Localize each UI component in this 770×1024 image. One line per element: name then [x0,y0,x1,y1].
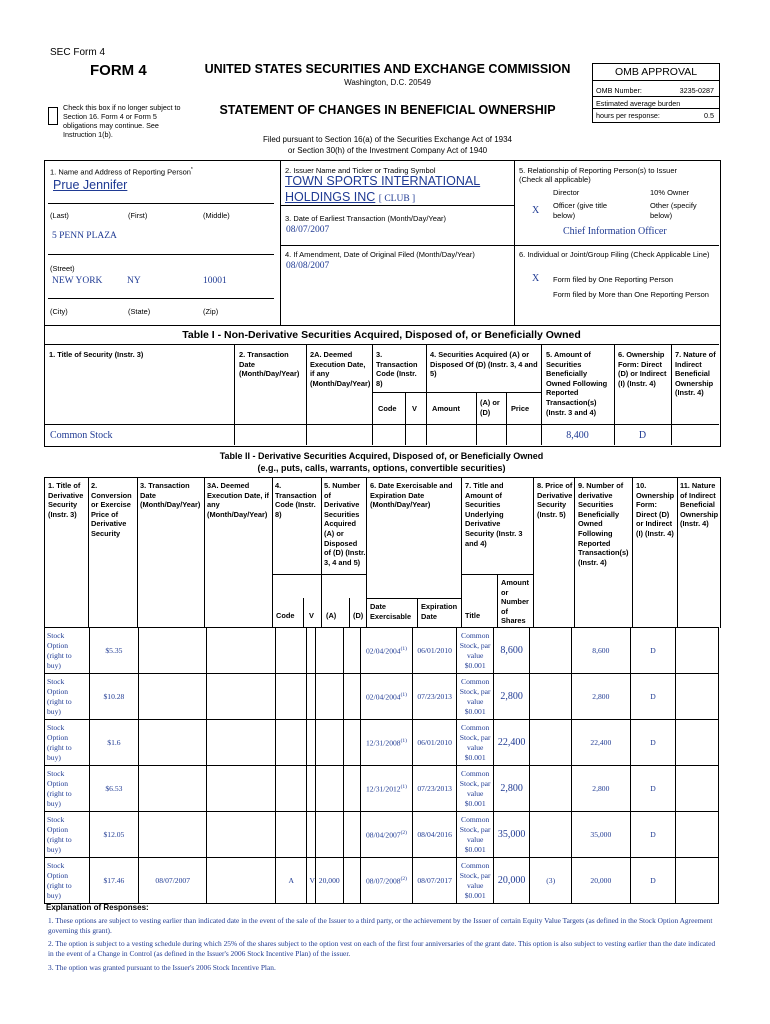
t1-h-title: 1. Title of Security (Instr. 3) [49,350,144,359]
omb-number-label: OMB Number: [596,86,642,95]
t1-h-ownership: 6. Ownership Form: Direct (D) or Indirect (I) (Instr. 4) [618,350,667,388]
derivative-title: Stock Option (right to buy) [45,674,90,720]
expiration-date: 08/04/2016 [412,812,457,858]
relationship-sub: (Check all applicable) [519,175,591,184]
earliest-transaction-date: 08/07/2007 [286,225,330,235]
t2-h-date: 3. Transaction Date (Month/Day/Year) [140,481,201,510]
footnote-ref: (1) [400,738,408,745]
omb-hours-value: 0.5 [704,111,714,120]
transaction-date [139,720,207,766]
underlying-amount: 8,600 [493,628,529,674]
ownership-form: D [630,628,676,674]
officer-title: Chief Information Officer [563,226,667,237]
omb-burden-label: Estimated average burden [596,99,681,108]
amendment-label: 4. If Amendment, Date of Original Filed (Month/Day/Year) [285,250,475,259]
t2-h-number: 5. Number of Derivative Securities Acquired (A) or Disposed of (D) (Instr. 3, 4 and 5) [324,481,366,567]
transaction-date [139,766,207,812]
transaction-code [276,628,307,674]
acquired [315,628,343,674]
owned-following: 2,800 [571,674,630,720]
nature-of-ownership [676,766,719,812]
issuer-name-line1[interactable]: TOWN SPORTS INTERNATIONAL [285,174,481,188]
date-exercisable: 08/07/2008$^{(2)}$ [361,858,413,904]
zip-label: (Zip) [203,307,219,316]
date-exercisable: 02/04/2004$^{(1)}$ [361,674,413,720]
date-exercisable: 02/04/2004$^{(1)}$ [361,628,413,674]
amendment-date: 08/08/2007 [286,261,330,271]
date-exercisable: 12/31/2008$^{(1)}$ [361,720,413,766]
footnote-3: 3. The option was granted pursuant to the Issuer's 2006 Stock Incentive Plan. [48,963,276,972]
footnote-ref: (1) [400,692,408,699]
earliest-transaction-label: 3. Date of Earliest Transaction (Month/Day/Year) [285,214,447,223]
v-flag: V [307,858,315,904]
t1-sub-code: Code [378,404,397,413]
expiration-date: 06/01/2010 [412,628,457,674]
footnote-1: 1. These options are subject to vesting earlier than indicated date in the event of the sale of the Issuer to a third party, or the achievement by the Issuer of certain Equity Value Targets (as defined in the Stock Option Agreement governing this grant). [48,916,713,936]
t2-sub-date-exercisable: Date Exercisable [370,602,412,621]
disposed [343,674,360,720]
footnote-2: 2. The option is subject to a vesting schedule during which 25% of the shares subject to the option vest on each of the first four anniversaries of the grant date. This option is also subject to vesting earlier than the date indicated in the event of a Change in Control (as defined in the Issuer's 2006 Stock Incentive Plan) of the issuer. [48,939,716,959]
disposed [343,812,360,858]
underlying-amount: 35,000 [493,812,529,858]
issuer-ticker: [ CLUB ] [378,194,416,204]
table2-rows [44,627,719,904]
derivative-title: Stock Option (right to buy) [45,628,90,674]
v-flag [307,628,315,674]
omb-number-value: 3235-0287 [679,86,714,95]
t2-h-exercisable: 6. Date Exercisable and Expiration Date (Month/Day/Year) [370,481,453,510]
transaction-code [276,720,307,766]
t2-h-underlying: 7. Title and Amount of Securities Underlying Derivative Security (Instr. 3 and 4) [465,481,523,548]
table-row [45,858,719,904]
derivative-price [530,628,572,674]
underlying-title: Common Stock, par value $0.001 [457,674,493,720]
v-flag [307,720,315,766]
t2-h-code: 4. Transaction Code (Instr. 8) [275,481,317,519]
t1-sub-v: V [412,404,417,413]
t2-h-title: 1. Title of Derivative Security (Instr. 3) [48,481,84,519]
underlying-amount: 2,800 [493,674,529,720]
table-row [45,674,719,720]
ownership-form: D [630,674,676,720]
expiration-date: 07/23/2013 [412,674,457,720]
deemed-date [207,812,276,858]
acquired [315,766,343,812]
street-label: (Street) [50,264,75,273]
ownership-form: D [630,812,676,858]
explanation-title: Explanation of Responses: [46,903,149,912]
commission-title: UNITED STATES SECURITIES AND EXCHANGE COMMISSION [204,62,571,76]
t1-sub-amount: Amount [432,404,460,413]
t1-row-form: D [638,430,647,441]
transaction-code: A [276,858,307,904]
disposed [343,720,360,766]
owned-following: 20,000 [571,858,630,904]
city-value: NEW YORK [52,276,103,286]
derivative-title: Stock Option (right to buy) [45,858,90,904]
other-label: Other (specify below) [650,201,697,220]
conversion-price: $5.35 [89,628,139,674]
statement-title: STATEMENT OF CHANGES IN BENEFICIAL OWNERSHIP [219,103,556,117]
t1-sub-ad: (A) or (D) [480,398,500,417]
conversion-price: $12.05 [89,812,139,858]
derivative-price [530,766,572,812]
t2-sub-code: Code [276,611,295,620]
form-title: FORM 4 [90,62,147,79]
t2-sub-title: Title [465,611,481,620]
t2-h-nature: 11. Nature of Indirect Beneficial Ownership (Instr. 4) [680,481,719,529]
transaction-code [276,674,307,720]
last-label: (Last) [50,211,69,220]
derivative-price [530,674,572,720]
owned-following: 35,000 [571,812,630,858]
disposed [343,628,360,674]
no-longer-subject-checkbox[interactable] [48,107,58,125]
issuer-name-line2[interactable]: HOLDINGS INC [285,190,376,204]
issuer-label: 2. Issuer Name and Ticker or Trading Symbol [285,166,436,175]
filing-checkmark[interactable]: X [532,273,540,284]
derivative-title: Stock Option (right to buy) [45,766,90,812]
t2-h-conversion: 2. Conversion or Exercise Price of Derivative Security [91,481,132,538]
transaction-code [276,812,307,858]
officer-checkmark[interactable]: X [532,205,540,216]
underlying-amount: 20,000 [493,858,529,904]
t1-h-date: 2. Transaction Date (Month/Day/Year) [239,350,300,379]
acquired: 20,000 [315,858,343,904]
t2-sub-expiration: Expiration Date [421,602,458,621]
expiration-date: 06/01/2010 [412,720,457,766]
table-row [45,628,719,674]
filed-pursuant-line1: Filed pursuant to Section 16(a) of the Securities Exchange Act of 1934 [262,135,513,144]
director-label: Director [553,188,580,197]
middle-label: (Middle) [203,211,230,220]
v-flag [307,812,315,858]
city-label: (City) [50,307,68,316]
reporting-person-label: 1. Name and Address of Reporting Person* [50,167,193,177]
t1-h-amount-owned: 5. Amount of Securities Beneficially Owned Following Reported Transaction(s) (Instr. 3 and 4) [546,350,608,417]
reporting-person-name[interactable]: Prue Jennifer [53,178,128,192]
t2-h-ownership: 10. Ownership Form: Direct (D) or Indirect (I) (Instr. 4) [636,481,675,538]
owned-following: 2,800 [571,766,630,812]
nature-of-ownership [676,812,719,858]
transaction-date [139,628,207,674]
underlying-amount: 22,400 [493,720,529,766]
underlying-title: Common Stock, par value $0.001 [457,812,493,858]
deemed-date [207,674,276,720]
filing-more-persons: Form filed by More than One Reporting Person [553,290,709,299]
deemed-date [207,766,276,812]
table-row [45,720,719,766]
zip-value: 10001 [203,276,227,286]
date-exercisable: 08/04/2007$^{(2)}$ [361,812,413,858]
acquired [315,812,343,858]
conversion-price: $10.28 [89,674,139,720]
table2-title2: (e.g., puts, calls, warrants, options, convertible securities) [257,463,506,473]
t1-h-deemed: 2A. Deemed Execution Date, if any (Month/Day/Year) [310,350,371,388]
disposed [343,766,360,812]
t2-sub-a: (A) [326,611,337,620]
table-row [45,766,719,812]
derivative-price [530,720,572,766]
relationship-label: 5. Relationship of Reporting Person(s) to Issuer [519,166,677,175]
t1-row-amount: 8,400 [566,430,589,441]
footnote-ref: (1) [400,646,408,653]
first-label: (First) [128,211,148,220]
filed-pursuant-line2: or Section 30(h) of the Investment Company Act of 1940 [287,146,488,155]
derivative-price: (3) [530,858,572,904]
disposed [343,858,360,904]
underlying-title: Common Stock, par value $0.001 [457,766,493,812]
expiration-date: 08/07/2017 [412,858,457,904]
checkbox-instructions: Check this box if no longer subject to Section 16. Form 4 or Form 5 obligations may continue. See Instruction 1(b). [63,103,181,139]
derivative-title: Stock Option (right to buy) [45,812,90,858]
commission-location: Washington, D.C. 20549 [344,78,431,87]
deemed-date [207,628,276,674]
omb-title: OMB APPROVAL [593,64,719,81]
table1-title: Table I - Non-Derivative Securities Acquired, Disposed of, or Beneficially Owned [182,329,581,341]
table2-title1: Table II - Derivative Securities Acquired, Disposed of, or Beneficially Owned [219,451,544,461]
t1-h-securities: 4. Securities Acquired (A) or Disposed Of (D) (Instr. 3, 4 and 5) [430,350,538,379]
t2-h-deemed: 3A. Deemed Execution Date, if any (Month/Day/Year) [207,481,270,519]
omb-hours-label: hours per response: [596,111,660,120]
t1-row-title: Common Stock [50,430,113,441]
conversion-price: $17.46 [89,858,139,904]
ownership-form: D [630,720,676,766]
underlying-title: Common Stock, par value $0.001 [457,858,493,904]
underlying-title: Common Stock, par value $0.001 [457,628,493,674]
conversion-price: $6.53 [89,766,139,812]
sec-form-label: SEC Form 4 [50,47,106,58]
t2-sub-d: (D) [353,611,364,620]
underlying-title: Common Stock, par value $0.001 [457,720,493,766]
nature-of-ownership [676,628,719,674]
officer-label: Officer (give title below) [553,201,608,220]
nature-of-ownership [676,720,719,766]
footnote-ref: (1) [400,784,408,791]
deemed-date [207,720,276,766]
acquired [315,720,343,766]
v-flag [307,766,315,812]
expiration-date: 07/23/2013 [412,766,457,812]
ownership-form: D [630,766,676,812]
footnote-ref: (2) [400,876,408,883]
state-label: (State) [128,307,151,316]
owned-following: 22,400 [571,720,630,766]
date-exercisable: 12/31/2012$^{(1)}$ [361,766,413,812]
t2-sub-amount-shares: Amount or Number of Shares [501,578,529,626]
acquired [315,674,343,720]
transaction-date: 08/07/2007 [139,858,207,904]
t1-sub-price: Price [511,404,530,413]
state-value: NY [127,276,141,286]
derivative-title: Stock Option (right to buy) [45,720,90,766]
issuer-name-row [285,190,415,204]
t2-h-owned: 9. Number of derivative Securities Beneficially Owned Following Reported Transaction(s) (Instr. 4) [578,481,629,567]
filing-one-person: Form filed by One Reporting Person [553,275,674,284]
conversion-price: $1.6 [89,720,139,766]
table-row [45,812,719,858]
nature-of-ownership [676,674,719,720]
t1-h-code: 3. Transaction Code (Instr. 8) [376,350,418,388]
street-address: 5 PENN PLAZA [52,231,117,241]
t2-sub-v: V [309,611,314,620]
transaction-date [139,812,207,858]
footnote-ref: (2) [400,830,408,837]
underlying-amount: 2,800 [493,766,529,812]
transaction-code [276,766,307,812]
ownership-form: D [630,858,676,904]
omb-approval-box [592,63,720,123]
ten-percent-owner-label: 10% Owner [650,188,690,197]
filing-label: 6. Individual or Joint/Group Filing (Check Applicable Line) [519,250,710,259]
owned-following: 8,600 [571,628,630,674]
nature-of-ownership [676,858,719,904]
t1-h-nature: 7. Nature of Indirect Beneficial Ownership (Instr. 4) [675,350,716,398]
v-flag [307,674,315,720]
t2-h-price: 8. Price of Derivative Security (Instr. 5) [537,481,573,519]
transaction-date [139,674,207,720]
deemed-date [207,858,276,904]
derivative-price [530,812,572,858]
